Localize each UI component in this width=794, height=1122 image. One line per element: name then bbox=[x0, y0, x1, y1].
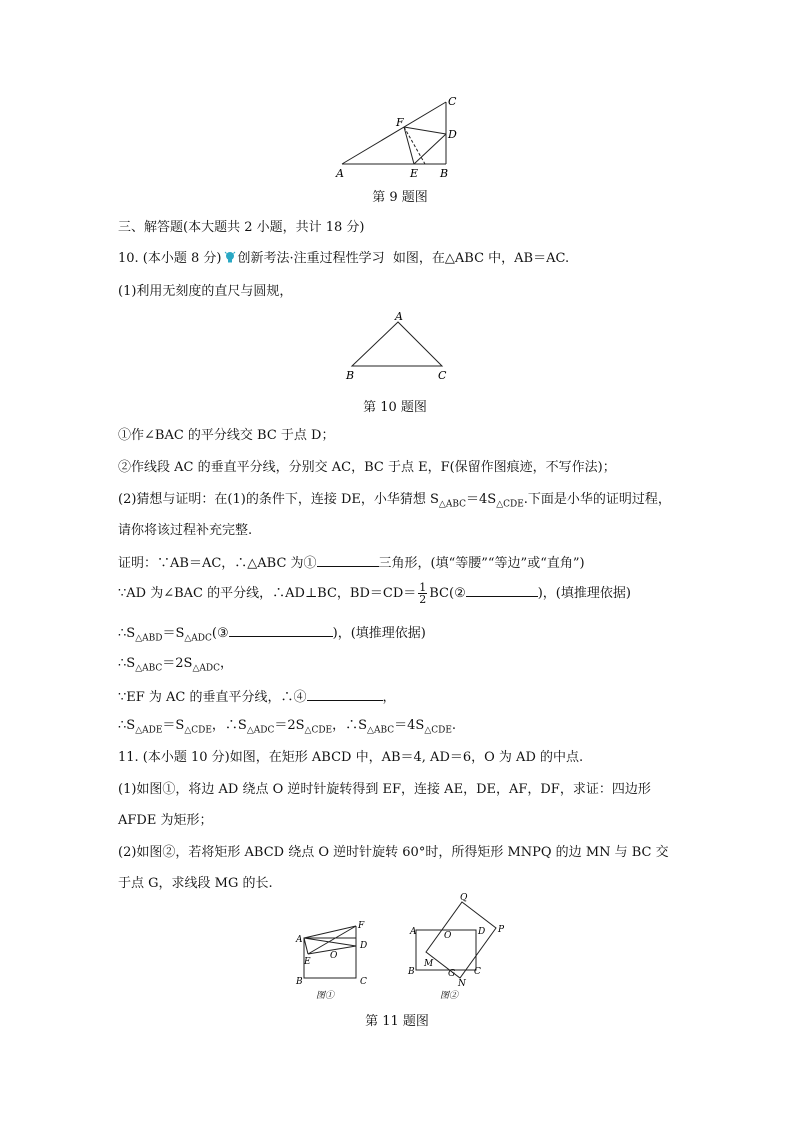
fig11-2-label-g: G bbox=[448, 969, 456, 979]
proof6-e: ，∴S bbox=[332, 718, 368, 733]
proof6-g: . bbox=[451, 718, 457, 733]
q10-tag: 创新考法·注重过程性学习 bbox=[237, 251, 385, 266]
proof5-a: ∵EF 为 AC 的垂直平分线，∴④ bbox=[118, 690, 307, 705]
blank-1[interactable] bbox=[317, 552, 379, 567]
q11-part1-cont: AFDE 为矩形； bbox=[118, 813, 213, 828]
fig11-1-label-f: F bbox=[358, 921, 365, 931]
proof6-sub4: △CDE bbox=[304, 725, 333, 736]
q11-part1: (1)如图①，将边 AD 绕点 O 逆时针旋转得到 EF，连接 AE，DE，AF，DF，求证：四边形 bbox=[118, 782, 651, 797]
blank-4[interactable] bbox=[307, 686, 383, 701]
fig10-label-a: A bbox=[395, 310, 403, 323]
proof3-a: ∴S bbox=[118, 626, 136, 641]
proof6-sub6: △CDE bbox=[424, 725, 452, 736]
fig11-2-caption: 图② bbox=[440, 991, 459, 1001]
proof6-a: ∴S bbox=[118, 718, 136, 733]
proof3-sub1: △ABD bbox=[135, 633, 163, 644]
proof3-b: ＝S bbox=[162, 626, 185, 641]
proof2-a: ∵AD 为∠BAC 的平分线，∴AD⊥BC，BD＝CD＝ bbox=[118, 586, 417, 601]
fig11-2-label-b: B bbox=[408, 967, 415, 977]
q10-p2-sub-cde: △CDE bbox=[496, 499, 524, 510]
proof1-b: 三角形，(填“等腰”“等边”或“直角”) bbox=[378, 556, 585, 571]
proof6-sub1: △ADE bbox=[135, 725, 163, 736]
proof-line-3 bbox=[118, 622, 426, 649]
fig11-2-label-m: M bbox=[424, 959, 434, 969]
q10-number: 10. (本小题 8 分) bbox=[118, 251, 222, 266]
proof-line-1 bbox=[118, 552, 585, 574]
proof4-sub2: △ADC bbox=[192, 663, 220, 674]
figure-10 bbox=[340, 308, 452, 384]
fig11-1-label-b: B bbox=[296, 977, 303, 987]
fig10-label-c: C bbox=[438, 369, 447, 382]
proof5-b: ， bbox=[382, 690, 396, 705]
blank-2[interactable] bbox=[466, 582, 538, 597]
proof-line-5 bbox=[118, 686, 396, 708]
proof2-c: )，(填推理依据) bbox=[537, 586, 631, 601]
fig11-1-label-e: E bbox=[304, 957, 311, 967]
proof6-sub5: △ABC bbox=[367, 725, 395, 736]
q11-header: 11. (本小题 10 分)如图，在矩形 ABCD 中，AB＝4, AD＝6，O 为 AD 的中点. bbox=[118, 750, 584, 765]
fig11-2-label-q: Q bbox=[460, 893, 468, 903]
fraction-half bbox=[418, 582, 427, 605]
proof4-a: ∴S bbox=[118, 656, 136, 671]
q11-part2-cont: 于点 G，求线段 MG 的长. bbox=[118, 876, 273, 891]
fig11-1-label-c: C bbox=[360, 977, 367, 987]
fig10-caption: 第 10 题图 bbox=[363, 400, 427, 415]
frac-den: 2 bbox=[419, 593, 427, 606]
fig11-1-caption: 图① bbox=[316, 991, 335, 1001]
fig9-label-c: C bbox=[448, 95, 457, 108]
proof4-b: ＝2S bbox=[162, 656, 193, 671]
proof4-sub1: △ABC bbox=[135, 663, 163, 674]
figure-11-1 bbox=[292, 918, 376, 1002]
fig9-label-d: D bbox=[448, 128, 457, 141]
q10-p2-text-b: ＝4S bbox=[466, 492, 497, 507]
proof6-sub3: △ADC bbox=[246, 725, 275, 736]
q10-p2-text-c: .下面是小华的证明过程， bbox=[523, 492, 671, 507]
proof-line-6 bbox=[118, 716, 456, 741]
fig11-2-label-c: C bbox=[474, 967, 481, 977]
blank-3[interactable] bbox=[229, 622, 333, 637]
proof4-c: ， bbox=[220, 656, 234, 671]
lightbulb-icon bbox=[224, 251, 236, 264]
fig9-label-f: F bbox=[396, 116, 404, 129]
proof3-c: (③ bbox=[211, 626, 229, 641]
proof1-a: 证明：∵AB＝AC，∴△ABC 为① bbox=[118, 556, 317, 571]
q10-part1: (1)利用无刻度的直尺与圆规， bbox=[118, 284, 293, 299]
fig11-2-label-n: N bbox=[458, 979, 466, 989]
proof6-d: ＝2S bbox=[274, 718, 305, 733]
frac-num: 1 bbox=[419, 581, 427, 594]
figure-9 bbox=[330, 92, 470, 182]
fig9-caption: 第 9 题图 bbox=[372, 190, 428, 205]
fig11-2-label-a: A bbox=[410, 927, 417, 937]
q10-step1: ①作∠BAC 的平分线交 BC 于点 D； bbox=[118, 428, 335, 443]
fig9-label-a: A bbox=[336, 167, 344, 180]
proof6-sub2: △CDE bbox=[184, 725, 212, 736]
q10-p2-sub-abc: △ABC bbox=[438, 499, 467, 510]
fig11-2-label-o: O bbox=[444, 931, 452, 941]
proof3-d: )，(填推理依据) bbox=[332, 626, 426, 641]
q11-part2: (2)如图②，若将矩形 ABCD 绕点 O 逆时针旋转 60°时，所得矩形 MNPQ 的边 MN 与 BC 交 bbox=[118, 845, 669, 860]
proof6-f: ＝4S bbox=[394, 718, 425, 733]
proof3-sub2: △ADC bbox=[184, 633, 212, 644]
q10-intro: 如图，在△ABC 中，AB＝AC. bbox=[392, 251, 570, 266]
fig11-1-label-a: A bbox=[296, 935, 303, 945]
proof-line-2 bbox=[118, 582, 631, 605]
fig11-caption: 第 11 题图 bbox=[365, 1014, 429, 1029]
fig9-label-e: E bbox=[410, 167, 419, 180]
section-title: 三、解答题(本大题共 2 小题，共计 18 分) bbox=[118, 220, 365, 235]
proof6-c: ，∴S bbox=[211, 718, 247, 733]
q10-step2: ②作线段 AC 的垂直平分线，分别交 AC，BC 于点 E，F(保留作图痕迹，不写作法)； bbox=[118, 460, 616, 475]
proof-line-4 bbox=[118, 654, 233, 679]
fig9-label-b: B bbox=[440, 167, 449, 180]
fig11-2-label-d: D bbox=[478, 927, 486, 937]
q10-part2 bbox=[118, 490, 671, 515]
fig11-2-label-p: P bbox=[498, 925, 505, 935]
fig11-1-label-o: O bbox=[330, 951, 338, 961]
proof6-b: ＝S bbox=[162, 718, 185, 733]
q10-part2-cont: 请你将该过程补充完整. bbox=[118, 523, 253, 538]
fig10-label-b: B bbox=[346, 369, 355, 382]
q10-header bbox=[118, 249, 569, 269]
proof2-b: BC(② bbox=[429, 586, 466, 601]
q10-p2-text-a: (2)猜想与证明：在(1)的条件下，连接 DE，小华猜想 S bbox=[118, 492, 439, 507]
fig11-1-label-d: D bbox=[360, 941, 368, 951]
figure-11-2 bbox=[404, 892, 512, 1002]
